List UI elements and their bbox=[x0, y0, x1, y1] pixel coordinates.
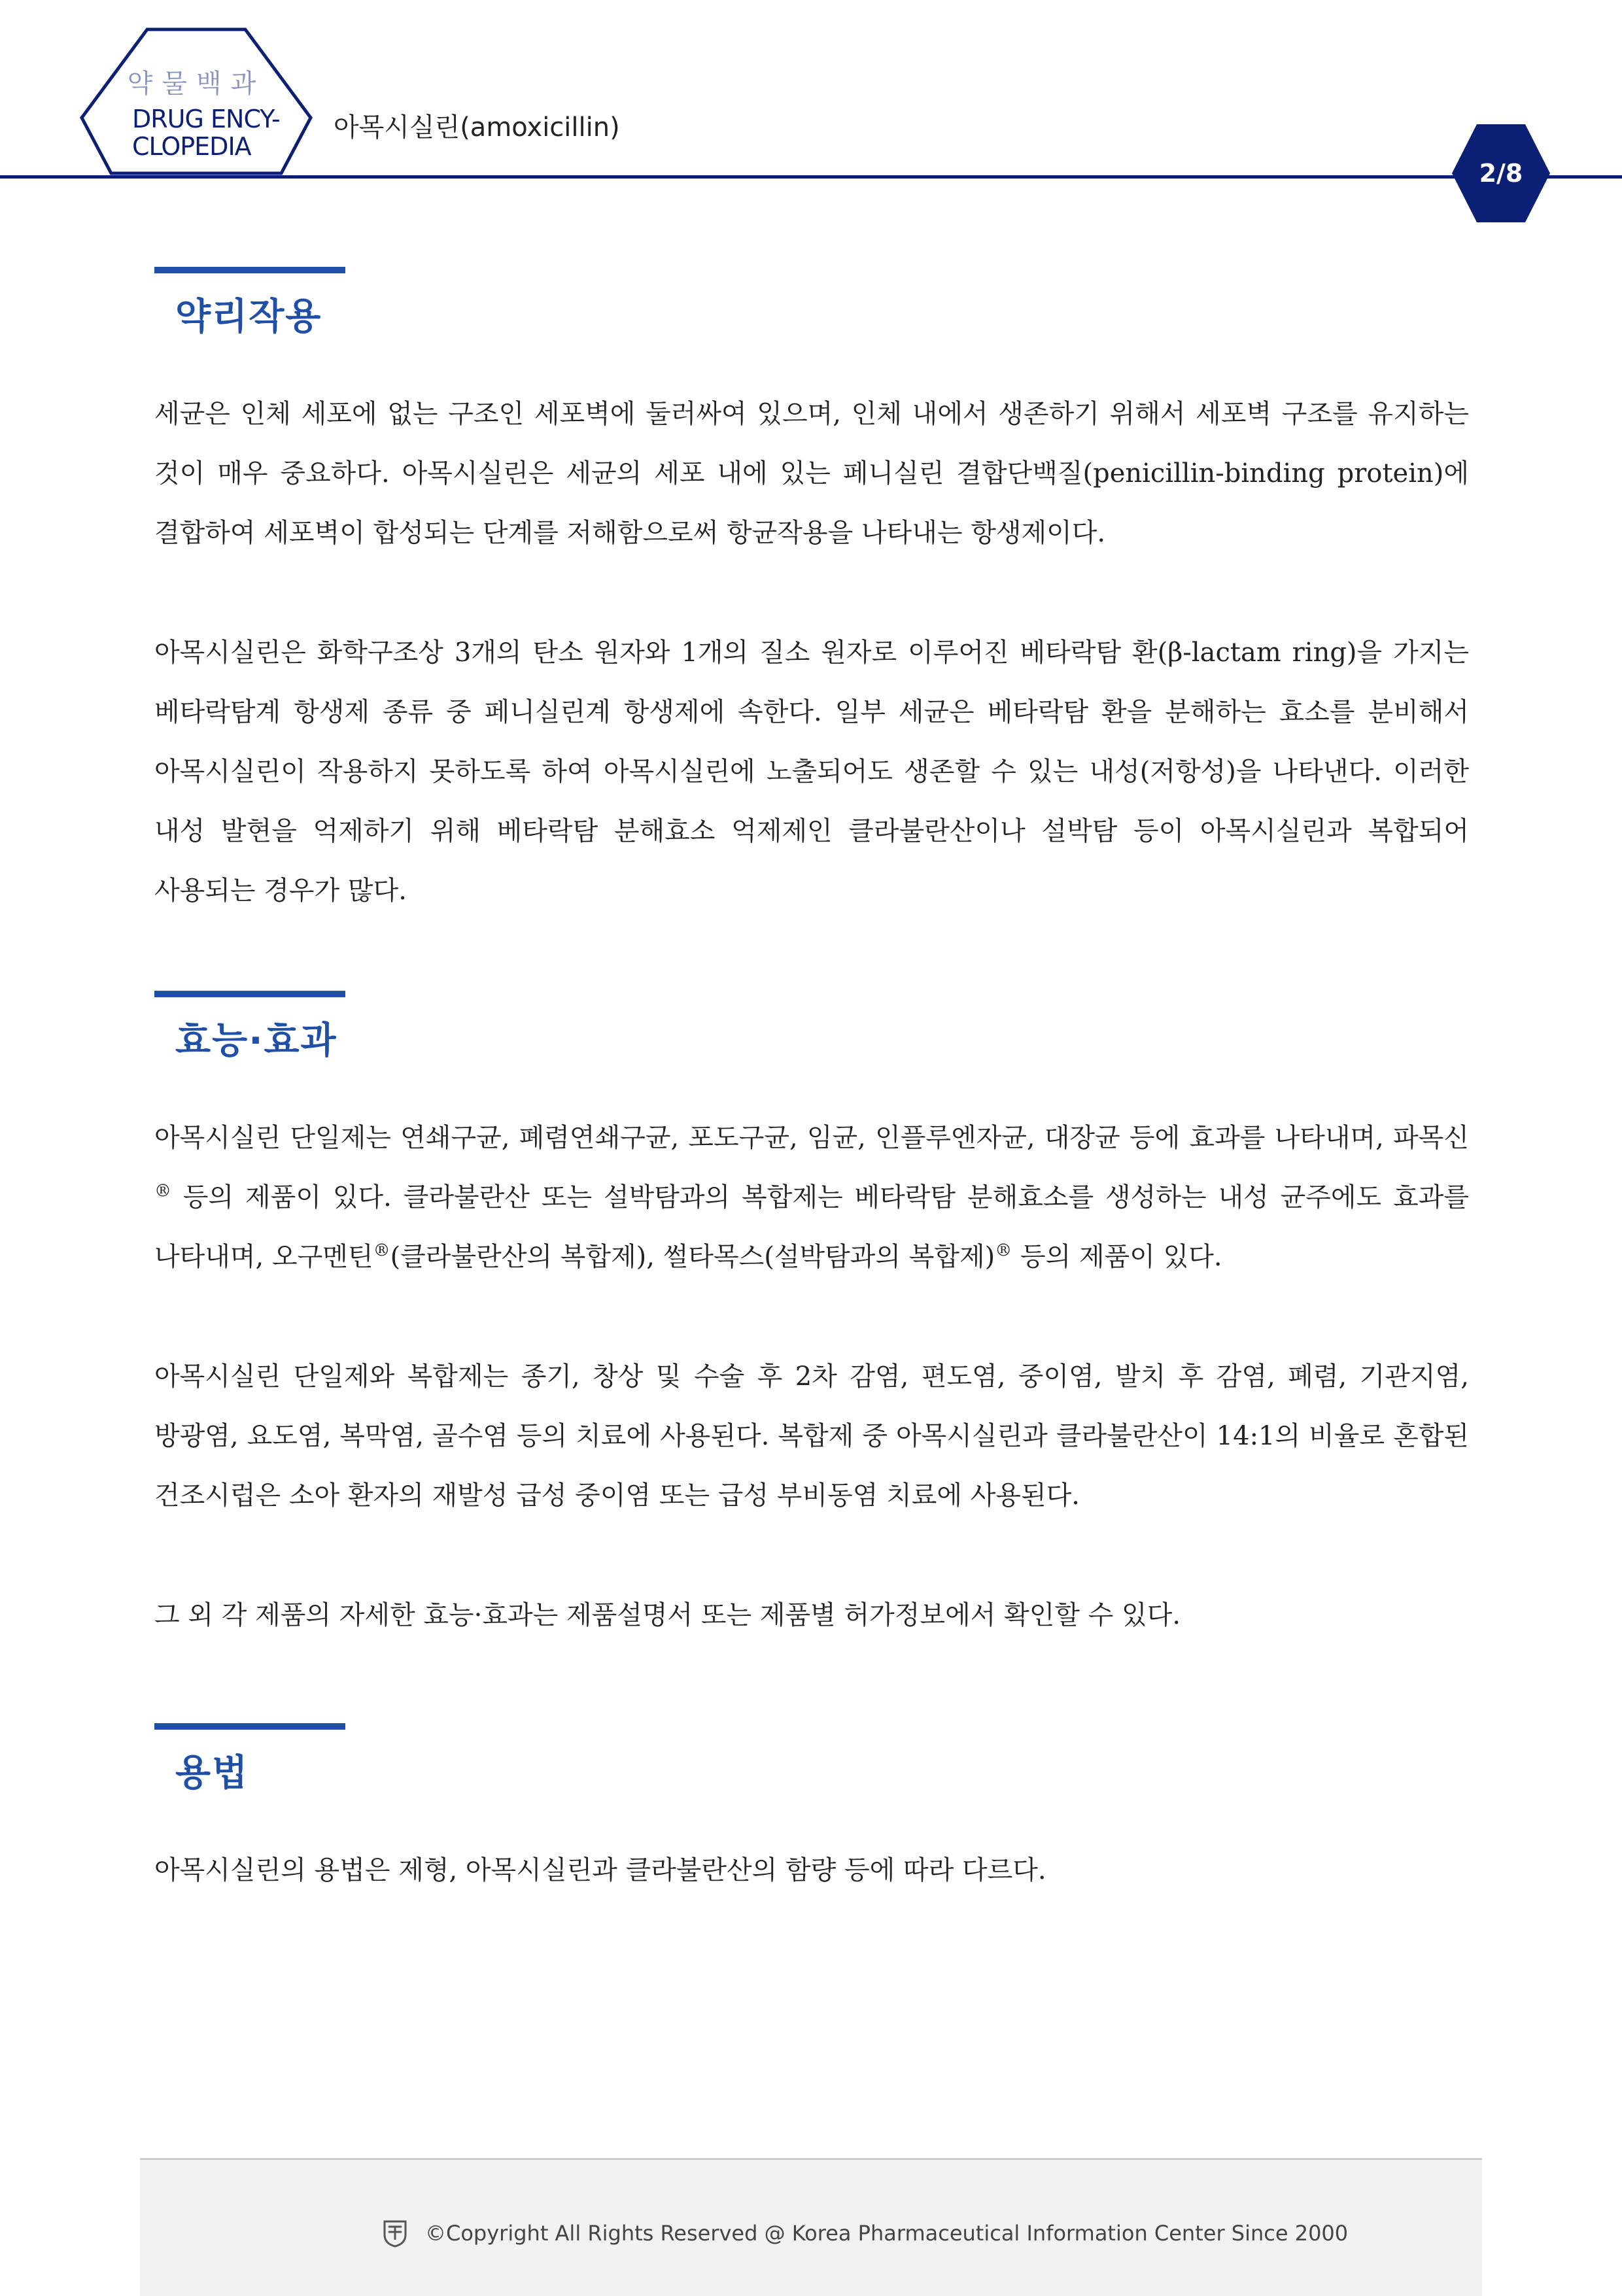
paragraph: 세균은 인체 세포에 없는 구조인 세포벽에 둘러싸여 있으며, 인체 내에서 생존하기 위해서 세포벽 구조를 유지하는 것이 매우 중요하다. 아목시실린은 세균의 세포 내에 있는 페니실린 결합단백질(penicillin-binding protein)에 결합하여 세포벽이 합성되는 단계를 저해함으로써 항균작용을 나타내는 항생제이다. bbox=[154, 399, 1469, 548]
header-divider bbox=[0, 175, 1622, 179]
page-header bbox=[0, 0, 1622, 222]
registered-mark: ® bbox=[154, 1181, 171, 1201]
section-title: 약리작용 bbox=[175, 296, 322, 338]
section-title: 용법 bbox=[175, 1752, 249, 1794]
text-run: 아목시실린 단일제는 연쇄구균, 폐렴연쇄구균, 포도구균, 임균, 인플루엔자균, 대장균 등에 효과를 나타내며, 파목신 bbox=[154, 1123, 1469, 1153]
page-footer bbox=[140, 2158, 1482, 2296]
paragraph: 그 외 각 제품의 자세한 효능·효과는 제품설명서 또는 제품별 허가정보에서 확인할 수 있다. bbox=[154, 1600, 1181, 1630]
logo-english-line-1: DRUG ENCY- bbox=[132, 105, 280, 133]
paragraph: 아목시실린의 용법은 제형, 아목시실린과 클라불란산의 함량 등에 따라 다르다. bbox=[154, 1855, 1046, 1885]
emblem-icon bbox=[382, 2219, 408, 2248]
registered-mark: ® bbox=[373, 1241, 390, 1261]
section-title: 효능·효과 bbox=[175, 1019, 337, 1062]
paragraph: 아목시실린은 화학구조상 3개의 탄소 원자와 1개의 질소 원자로 이루어진 베타락탐 환(β-lactam ring)을 가지는 베타락탐계 항생제 종류 중 페니실린계 항생제에 속한다. 일부 세균은 베타락탐 환을 분해하는 효소를 분비해서 아목시실린이 작용하지 못하도록 하여 아목시실린에 노출되어도 생존할 수 있는 내성(저항성)을 나타낸다. 이러한 내성 발현을 억제하기 위해 베타락탐 분해효소 억제제인 클라불란산이나 설박탐 등이 아목시실린과 복합되어 사용되는 경우가 많다. bbox=[154, 638, 1469, 906]
paragraph: 아목시실린 단일제와 복합제는 종기, 창상 및 수술 후 2차 감염, 편도염, 중이염, 발치 후 감염, 폐렴, 기관지염, 방광염, 요도염, 복막염, 골수염 등의 치료에 사용된다. 복합제 중 아목시실린과 클라불란산이 14:1의 비율로 혼합된 건조시럽은 소아 환자의 재발성 급성 중이염 또는 급성 부비동염 치료에 사용된다. bbox=[154, 1362, 1469, 1511]
section-dosage bbox=[154, 1723, 1469, 1900]
document-title: 아목시실린(amoxicillin) bbox=[334, 112, 620, 143]
page-number: 2/8 bbox=[1479, 159, 1523, 188]
text-run: 등의 제품이 있다. 클라불란산 또는 설박탐과의 복합제는 베타락탐 분해효소를 생성하는 내성 균주에도 효과를 나타내며, 오구멘틴 bbox=[154, 1182, 1469, 1272]
logo-korean-text: 약물백과 bbox=[127, 69, 266, 99]
text-run: (클라불란산의 복합제), 썰타목스(설박탐과의 복합제) bbox=[390, 1242, 995, 1272]
copyright-text: ©Copyright All Rights Reserved @ Korea Pharmaceutical Information Center Since 2000 bbox=[425, 2221, 1349, 2246]
section-bar bbox=[154, 267, 345, 273]
section-pharmacology bbox=[154, 267, 1469, 921]
section-efficacy bbox=[154, 991, 1469, 1645]
paragraph bbox=[154, 1108, 1469, 1287]
section-bar bbox=[154, 991, 345, 997]
section-bar bbox=[154, 1723, 345, 1730]
footer-content bbox=[382, 2219, 1348, 2248]
logo-english-line-2: CLOPEDIA bbox=[132, 132, 251, 161]
logo bbox=[98, 63, 294, 160]
text-run: 등의 제품이 있다. bbox=[1012, 1242, 1222, 1272]
registered-mark: ® bbox=[995, 1241, 1012, 1261]
